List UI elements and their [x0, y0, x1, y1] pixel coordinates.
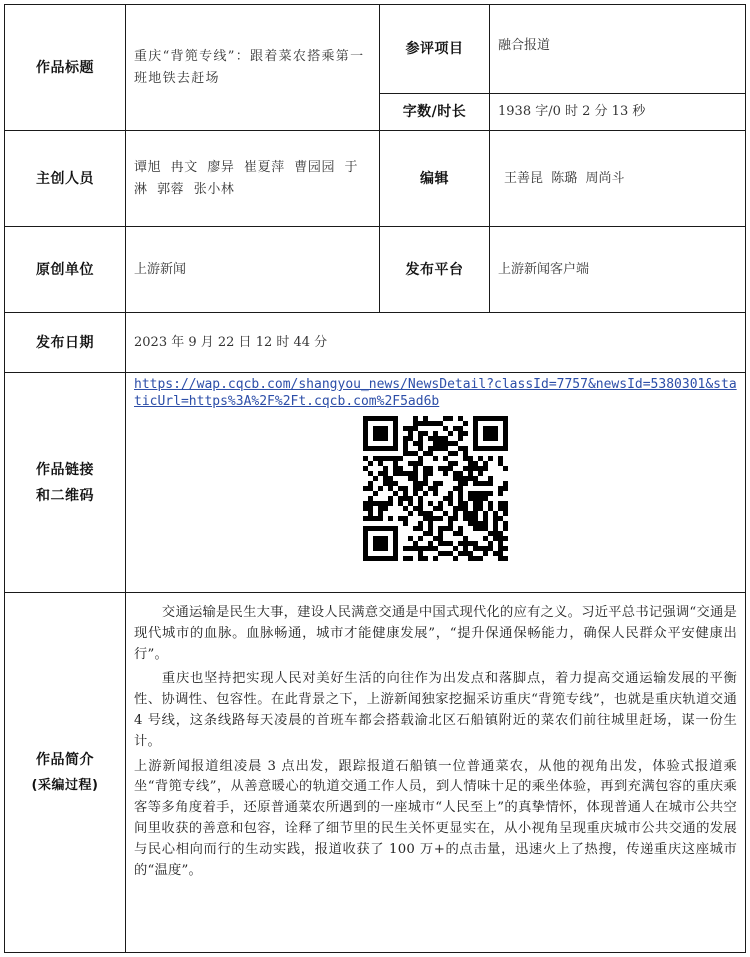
authors-value [126, 131, 380, 227]
editors-value: 王善昆 陈璐 周尚斗 [490, 131, 746, 227]
intro-label [5, 593, 126, 953]
authors-label: 主创人员 [5, 131, 126, 227]
unit-value: 上游新闻 [126, 227, 380, 313]
date-label: 发布日期 [5, 313, 126, 373]
platform-label: 发布平台 [380, 227, 490, 313]
title-value [126, 5, 380, 131]
qr-code-icon [363, 416, 508, 561]
intro-label-line2: (采编过程) [31, 777, 99, 793]
intro-label-line1: 作品简介 [36, 751, 94, 768]
intro-body [126, 593, 746, 953]
entry-form-table [4, 4, 746, 953]
link-label-line1: 作品链接 [36, 461, 94, 478]
link-label [5, 373, 126, 593]
intro-paragraph-2: 重庆也坚持把实现人民对美好生活的向往作为出发点和落脚点，着力提高交通运输发展的平衡性、协调性、包容性。在此背景之下，上游新闻独家挖掘采访重庆“背篼专线”，也就是重庆轨道交通 4 号线，这条线路每天凌晨的首班车都会搭载渝北区石船镇附近的菜农们前往城里赶场，谋一份生计。 [134, 671, 737, 749]
article-link[interactable]: https://wap.cqcb.com/shangyou_news/NewsDetail?classId=7757&newsId=5380301&staticUrl=https%3A%2F%2Ft.cqcb.com%2F5ad6b [134, 377, 737, 409]
unit-label: 原创单位 [5, 227, 126, 313]
title-label: 作品标题 [5, 5, 126, 131]
length-value: 1938 字/0 时 2 分 13 秒 [490, 94, 746, 131]
intro-paragraph-3: 上游新闻报道组凌晨 3 点出发，跟踪报道石船镇一位普通菜农，从他的视角出发，体验式报道乘坐“背篼专线”，从善意暖心的轨道交通工作人员，到人情味十足的乘坐体验，再到充满包容的重庆乘客等多角度着手，还原普通菜农所遇到的一座城市“人民至上”的真挚情怀，体现普通人在城市公共空间里收获的善意和包容，诠释了细节里的民生关怀更显实在，从小视角呈现重庆城市公共交通的发展与民心相向而行的生动实践，报道收获了 100 万+的点击量，迅速火上了热搜，传递重庆这座城市的“温度”。 [134, 758, 737, 878]
category-label: 参评项目 [380, 5, 490, 94]
link-label-line2: 和二维码 [36, 487, 94, 504]
authors-text: 谭旭 冉文 廖异 崔夏萍 曹园园 于淋 郭蓉 张小林 [134, 159, 359, 197]
editors-label: 编辑 [380, 131, 490, 227]
link-cell [126, 373, 746, 593]
platform-value: 上游新闻客户端 [490, 227, 746, 313]
length-label: 字数/时长 [380, 94, 490, 131]
category-value: 融合报道 [490, 5, 746, 94]
intro-paragraph-1: 交通运输是民生大事，建设人民满意交通是中国式现代化的应有之义。习近平总书记强调“交通是现代城市的血脉。血脉畅通，城市才能健康发展”，“提升保通保畅能力，确保人民群众平安健康出行”。 [134, 605, 737, 662]
title-text: 重庆“背篼专线”：跟着菜农搭乘第一班地铁去赶场 [134, 48, 365, 86]
date-value: 2023 年 9 月 22 日 12 时 44 分 [126, 313, 746, 373]
